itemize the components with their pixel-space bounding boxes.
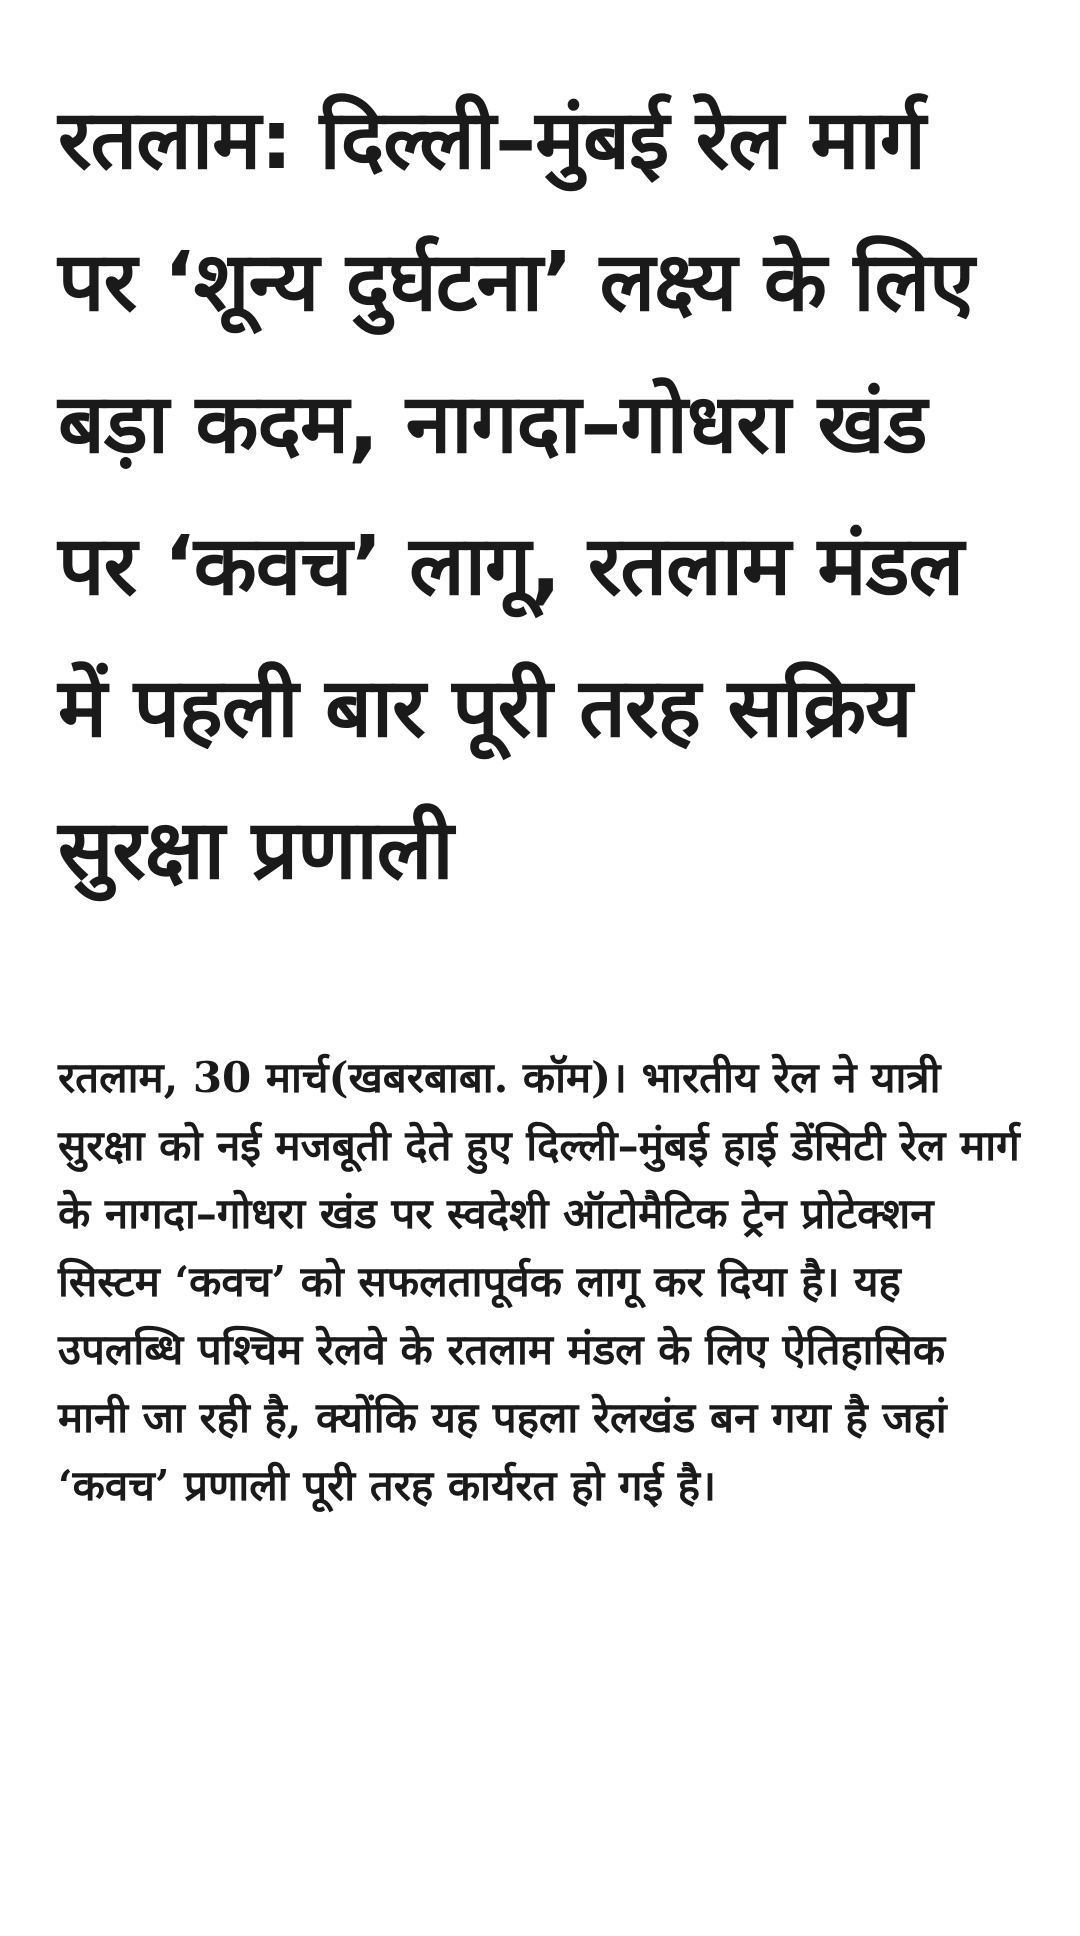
article-body-paragraph: रतलाम, 30 मार्च(खबरबाबा. कॉम)। भारतीय रेल ने यात्री सुरक्षा को नई मजबूती देते हुए दिल्ली–मुंबई हाई डेंसिटी रेल मार्ग के नागदा–गोधरा खंड पर स्वदेशी ऑटोमैटिक ट्रेन प्रोटेक्शन सिस्टम ‘कवच’ को सफलतापूर्वक लागू कर दिया है। यह उपलब्धि पश्चिम रेलवे के रतलाम मंडल के लिए ऐतिहासिक मानी जा रही है, क्योंकि यह पहला रेलखंड बन गया है जहां ‘कवच’ प्रणाली पूरी तरह कार्यरत हो गई है। — [58, 1053, 1020, 1510]
article-headline: रतलाम: दिल्ली–मुंबई रेल मार्ग पर ‘शून्य दुर्घटना’ लक्ष्य के लिए बड़ा कदम, नागदा–गोधरा खंड पर ‘कवच’ लागू, रतलाम मंडल में पहली बार पूरी तरह सक्रिय सुरक्षा प्रणाली — [58, 93, 974, 898]
article — [58, 70, 1022, 1520]
